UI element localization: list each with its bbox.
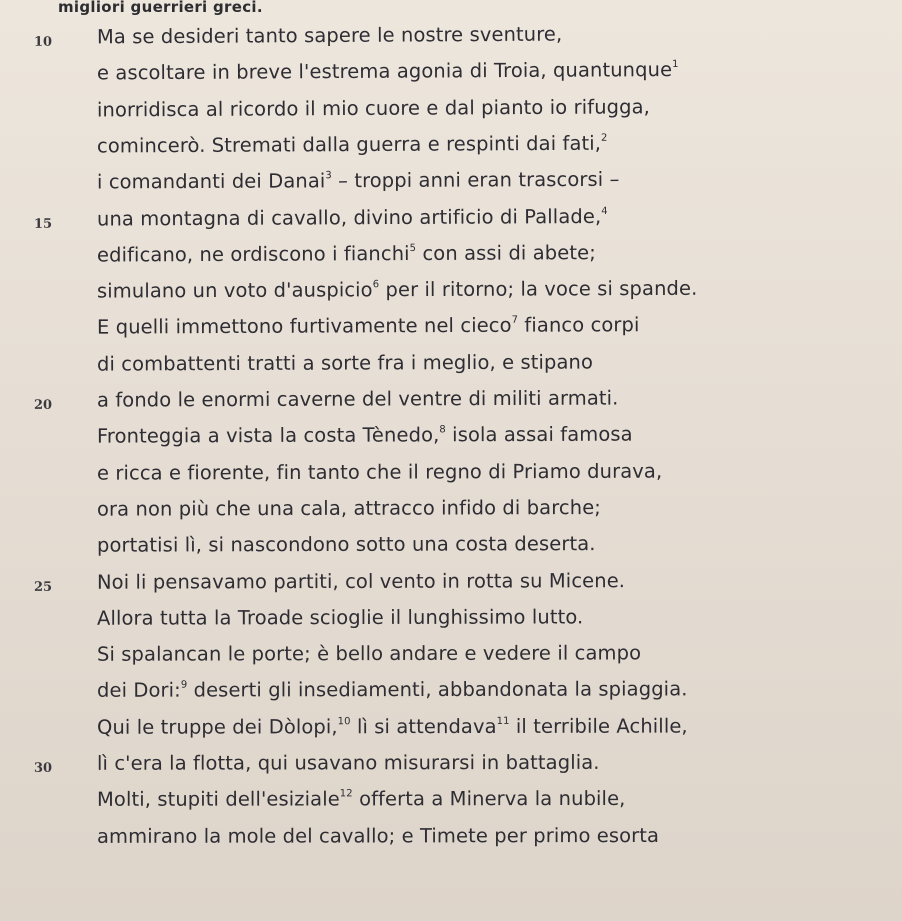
line-text — [97, 168, 620, 194]
line-text — [97, 23, 562, 49]
poem-line — [0, 495, 902, 534]
poem-line — [0, 531, 902, 570]
line-text — [97, 678, 688, 702]
poem-line — [0, 93, 902, 134]
line-number: 10 — [33, 34, 53, 50]
line-number: 30 — [33, 760, 53, 776]
poem-line — [0, 568, 902, 607]
verse-fragment: di combattenti tratti a sorte fra i meglio, e stipano — [96, 350, 594, 376]
line-text — [97, 824, 659, 848]
poem-line — [0, 349, 902, 389]
verse-fragment: ora non più che una cala, attracco infido di barche; — [96, 495, 601, 521]
line-text — [97, 241, 596, 266]
footnote-marker: 7 — [511, 315, 519, 327]
poem-line — [0, 823, 902, 860]
verse-fragment: con assi di abete; — [416, 240, 596, 265]
poem-line — [0, 312, 902, 352]
poem-line — [0, 604, 902, 642]
line-number: 15 — [33, 216, 53, 232]
verse-fragment: E quelli immettono furtivamente nel cieco — [96, 314, 512, 339]
footnote-marker: 8 — [439, 424, 446, 436]
verse-fragment: i comandanti dei Danai — [96, 169, 326, 194]
footnote-marker: 12 — [339, 788, 353, 800]
verse-fragment: Fronteggia a vista la costa Tènedo, — [96, 423, 440, 448]
verse-fragment: Qui le truppe dei Dòlopi, — [96, 714, 338, 739]
poem-line — [0, 166, 902, 207]
footnote-marker: 9 — [180, 679, 188, 691]
footnote-marker: 5 — [409, 242, 417, 254]
line-text — [97, 641, 641, 665]
verse-fragment: fianco corpi — [518, 313, 640, 338]
page-header: migliori guerrieri greci. — [58, 0, 263, 16]
poem-line — [0, 276, 902, 316]
poem-line — [0, 130, 902, 171]
line-text — [97, 387, 619, 412]
footnote-marker: 1 — [672, 59, 679, 71]
footnote-marker: 6 — [372, 279, 380, 291]
poem-line — [0, 422, 902, 461]
verse-fragment: e ricca e fiorente, fin tanto che il regno di Priamo durava, — [96, 459, 663, 485]
poem-line — [0, 20, 902, 62]
verse-fragment: lì si attendava — [350, 714, 497, 738]
verse-fragment: lì c'era la flotta, qui usavano misurarsi in battaglia. — [96, 750, 600, 775]
footnote-marker: 4 — [601, 205, 608, 217]
verse-fragment: Si spalancan le porte; è bello andare e vedere il campo — [96, 641, 642, 666]
footnote-marker: 2 — [600, 132, 608, 144]
poem-line — [0, 787, 902, 825]
verse-fragment: e ascoltare in breve l'estrema agonia di Troia, quantunque — [96, 58, 673, 85]
verse-fragment: Allora tutta la Troade scioglie il lunghissimo lutto. — [96, 605, 584, 630]
verse-fragment: isola assai famosa — [445, 422, 633, 447]
verse-fragment: dei Dori: — [96, 678, 181, 703]
poem-line — [0, 385, 902, 425]
verse-fragment: a fondo le enormi caverne del ventre di militi armati. — [96, 386, 619, 412]
line-text — [97, 132, 608, 158]
poem-line — [0, 677, 902, 715]
line-number: 25 — [33, 579, 53, 595]
verse-fragment: il terribile Achille, — [509, 714, 688, 738]
verse-fragment: offerta a Minerva la nubile, — [352, 787, 626, 811]
verse-fragment: portatisi lì, si nascondono sotto una costa deserta. — [96, 532, 596, 557]
verse-fragment: – troppi anni eran trascorsi – — [331, 167, 620, 193]
line-text — [97, 605, 583, 629]
verse-fragment: Molti, stupiti dell'esiziale — [96, 787, 340, 812]
line-text — [97, 95, 650, 121]
line-text — [97, 58, 679, 84]
footnote-marker: 11 — [496, 715, 510, 727]
line-text — [97, 277, 698, 303]
line-text — [97, 204, 608, 230]
poem-line — [0, 750, 902, 788]
verse-fragment: deserti gli insediamenti, abbandonata la spiaggia. — [187, 677, 688, 702]
verse-fragment: edificano, ne ordiscono i fianchi — [96, 241, 410, 267]
line-text — [97, 569, 625, 594]
verse-fragment: inorridisca al ricordo il mio cuore e dal pianto io rifugga, — [96, 94, 651, 122]
poem-line — [0, 57, 902, 98]
line-text — [97, 314, 640, 339]
line-text — [97, 350, 593, 375]
poem-line — [0, 239, 902, 279]
footnote-marker: 3 — [325, 170, 332, 182]
line-text — [97, 787, 626, 811]
verse-fragment: simulano un voto d'auspicio — [96, 278, 373, 303]
line-text — [97, 496, 601, 521]
poem-line — [0, 203, 902, 244]
verse-fragment: ammirano la mole del cavallo; e Timete per primo esorta — [96, 823, 660, 848]
poem-line — [0, 714, 902, 752]
verse-fragment: Noi li pensavamo partiti, col vento in rotta su Micene. — [96, 568, 626, 594]
line-text — [97, 751, 600, 775]
footnote-marker: 10 — [337, 715, 351, 727]
line-number: 20 — [33, 397, 53, 413]
poem-line — [0, 458, 902, 497]
verse-fragment: comincerò. Stremati dalla guerra e respinti dai fati, — [96, 131, 602, 158]
line-text — [97, 532, 596, 557]
verse-fragment: una montagna di cavallo, divino artificio di Pallade, — [96, 204, 602, 231]
line-text — [97, 459, 662, 484]
verse-fragment: per il ritorno; la voce si spande. — [379, 276, 698, 302]
poem-line — [0, 641, 902, 679]
verse-fragment: Ma se desideri tanto sapere le nostre sventure, — [96, 22, 563, 49]
line-text — [97, 423, 633, 448]
line-text — [97, 714, 688, 738]
